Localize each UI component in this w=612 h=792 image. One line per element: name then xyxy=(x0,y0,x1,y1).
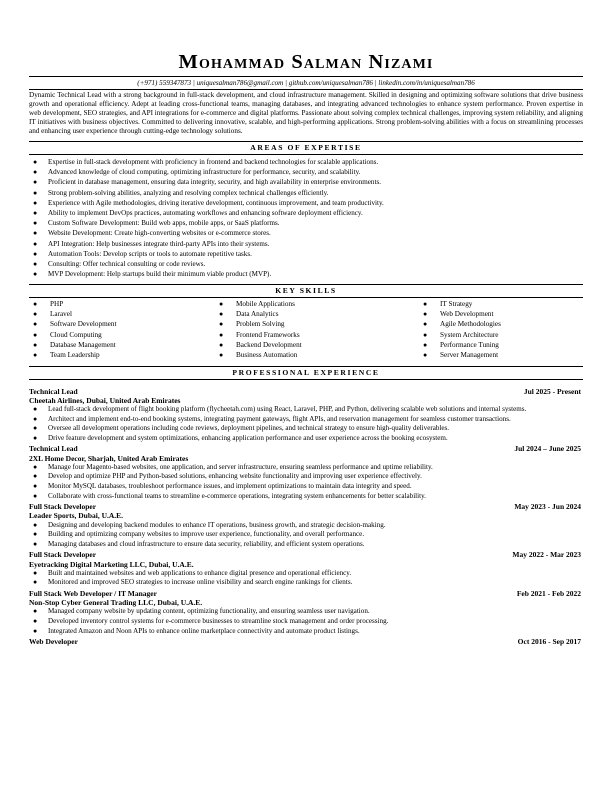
skill-item xyxy=(29,309,215,319)
bullet-text: System Architecture xyxy=(440,330,499,339)
expertise-item xyxy=(29,157,583,167)
bullet-icon: ● xyxy=(33,260,38,268)
job-bullet xyxy=(29,415,583,425)
job-title: Full Stack Developer xyxy=(29,550,97,560)
bullet-text: Built and maintained websites and web applications to enhance digital presence and operational efficiency. xyxy=(48,568,352,577)
job-company: Non-Stop Cyber General Trading LLC, Dubai, U.A.E. xyxy=(29,598,203,608)
bullet-icon: ● xyxy=(423,340,428,349)
bullet-text: Website Development: Create high-converting websites or e-commerce stores. xyxy=(48,229,271,238)
job-dates: Feb 2021 - Feb 2022 xyxy=(516,588,581,598)
job-bullet xyxy=(29,405,583,415)
bullet-text: Consulting: Offer technical consulting or code reviews. xyxy=(48,260,206,268)
skill-item xyxy=(29,340,215,350)
skill-item xyxy=(29,299,215,309)
job-bullet xyxy=(29,424,583,434)
section-heading-expertise: AREAS OF EXPERTISE xyxy=(29,141,583,155)
expertise-item xyxy=(29,269,583,279)
bullet-icon: ● xyxy=(33,239,38,248)
job-entry xyxy=(29,637,583,646)
bullet-text: Advanced knowledge of cloud computing, optimizing infrastructure for performance, security, and scalability. xyxy=(48,168,361,177)
skill-item xyxy=(419,309,549,319)
bullet-text: Data Analytics xyxy=(236,310,279,319)
bullet-icon: ● xyxy=(423,350,428,359)
job-bullet xyxy=(29,569,583,579)
job-bullet xyxy=(29,521,583,531)
job-company: Eyetracking Digital Marketing LLC, Dubai, U.A.E. xyxy=(29,559,194,569)
bullet-text: Software Development xyxy=(50,320,117,329)
bullet-icon: ● xyxy=(33,616,38,625)
job-dates: May 2023 - Jun 2024 xyxy=(514,502,581,512)
bullet-icon: ● xyxy=(33,491,38,500)
expertise-item xyxy=(29,188,583,198)
expertise-item xyxy=(29,218,583,228)
expertise-item xyxy=(29,228,583,238)
bullet-text: Architect and implement end-to-end booking systems, integrating payment gateways, flight APIs, and reservation management for seamless customer transactions. xyxy=(48,414,511,423)
job-dates: Jul 2024 – June 2025 xyxy=(514,444,581,454)
job-bullet xyxy=(29,492,583,502)
contact-line: (+971) 559347873 | uniquesalman786@gmail.com | github.com/uniquesalman786 | linkedin.com/in/uniquesalman786 xyxy=(137,79,475,87)
bullet-text: Strong problem-solving abilities, analyzing and resolving complex technical challenges efficiently. xyxy=(48,188,329,197)
bullet-text: Developed inventory control systems for e-commerce businesses to streamline stock management and order processing. xyxy=(48,616,389,625)
bullet-text: Cloud Computing xyxy=(50,330,102,339)
bullet-text: API Integration: Help businesses integrate third-party APIs into their systems. xyxy=(48,239,270,248)
bullet-text: Backend Development xyxy=(236,340,302,349)
bullet-text: Drive feature development and system optimizations, enhancing application performance and user experience across the booking ecosystem. xyxy=(48,433,448,442)
expertise-item xyxy=(29,177,583,187)
bullet-icon: ● xyxy=(33,472,38,481)
job-bullet xyxy=(29,472,583,482)
bullet-text: Managed company website by updating content, optimizing functionality, and ensuring seamless user navigation. xyxy=(48,607,370,616)
name-divider xyxy=(29,76,583,77)
bullet-icon: ● xyxy=(33,482,38,490)
bullet-text: Oversee all development operations including code reviews, deployment pipelines, and technical strategy to ensure high-quality deliverables. xyxy=(48,424,450,433)
expertise-item xyxy=(29,208,583,218)
bullet-icon: ● xyxy=(423,320,428,329)
job-header xyxy=(29,444,583,453)
skill-item xyxy=(215,340,419,350)
section-heading-skills: KEY SKILLS xyxy=(29,284,583,298)
skill-item xyxy=(419,299,549,309)
bullet-text: Managing databases and cloud infrastructure to ensure data security, reliability, and efficient system operations. xyxy=(48,539,365,548)
bullet-icon: ● xyxy=(33,539,38,548)
job-bullets xyxy=(29,405,583,443)
experience-list xyxy=(29,387,583,647)
bullet-text: Expertise in full-stack development with proficiency in frontend and backend technologies for scalable applications. xyxy=(48,157,379,166)
job-bullets xyxy=(29,521,583,550)
skill-item xyxy=(215,299,419,309)
skill-item xyxy=(29,319,215,329)
job-company: 2XL Home Decor, Sharjah, United Arab Emirates xyxy=(29,453,189,463)
job-title: Technical Lead xyxy=(29,386,78,396)
bullet-icon: ● xyxy=(219,330,224,339)
job-header xyxy=(29,502,583,511)
job-entry xyxy=(29,387,583,444)
bullet-text: Problem Solving xyxy=(236,320,285,329)
bullet-text: Monitor MySQL databases, troubleshoot performance issues, and implement optimizations to maintain data integrity and speed. xyxy=(48,482,412,490)
bullet-text: Proficient in database management, ensuring data integrity, security, and high availability in enterprise environments. xyxy=(48,178,381,187)
skill-item xyxy=(215,350,419,360)
bullet-icon: ● xyxy=(219,299,224,308)
bullet-text: Web Development xyxy=(440,310,494,319)
bullet-text: Designing and developing backend modules to enhance IT operations, business growth, and strategic decision-making. xyxy=(48,520,386,529)
bullet-text: Building and optimizing company websites to improve user experience, functionality, and overall performance. xyxy=(48,530,365,539)
skill-item xyxy=(29,330,215,340)
candidate-name: Mohammad Salman Nizami xyxy=(178,51,434,73)
skills-column-1 xyxy=(29,299,215,360)
bullet-icon: ● xyxy=(219,320,224,329)
job-bullets xyxy=(29,569,583,588)
bullet-icon: ● xyxy=(33,405,38,414)
bullet-icon: ● xyxy=(33,178,38,187)
job-company: Cheetah Airlines, Dubai, United Arab Emirates xyxy=(29,395,181,405)
bullet-text: Collaborate with cross-functional teams to streamline e-commerce operations, integrating system enhancements for better scalability. xyxy=(48,491,426,500)
bullet-text: Develop and optimize PHP and Python-based solutions, enhancing website functionality and improving user experience effectively. xyxy=(48,472,422,481)
bullet-icon: ● xyxy=(423,310,428,319)
bullet-text: Team Leadership xyxy=(50,350,100,359)
job-title: Full Stack Developer xyxy=(29,502,97,512)
skills-column-3 xyxy=(419,299,549,360)
bullet-icon: ● xyxy=(219,310,224,319)
bullet-icon: ● xyxy=(33,219,38,228)
job-bullet xyxy=(29,434,583,444)
bullet-icon: ● xyxy=(423,330,428,339)
skill-item xyxy=(215,330,419,340)
bullet-icon: ● xyxy=(33,462,38,471)
bullet-icon: ● xyxy=(33,299,38,308)
bullet-icon: ● xyxy=(33,188,38,197)
bullet-icon: ● xyxy=(33,433,38,442)
job-title: Technical Lead xyxy=(29,444,78,454)
job-bullet xyxy=(29,530,583,540)
expertise-item xyxy=(29,249,583,259)
bullet-icon: ● xyxy=(33,578,38,587)
skill-item xyxy=(419,350,549,360)
job-entry xyxy=(29,502,583,549)
bullet-text: Automation Tools: Develop scripts or tools to automate repetitive tasks. xyxy=(48,249,252,258)
bullet-icon: ● xyxy=(33,568,38,577)
bullet-icon: ● xyxy=(33,249,38,258)
bullet-icon: ● xyxy=(33,520,38,529)
job-header xyxy=(29,550,583,559)
job-header xyxy=(29,637,583,646)
bullet-icon: ● xyxy=(33,208,38,217)
bullet-icon: ● xyxy=(33,530,38,539)
bullet-icon: ● xyxy=(33,198,38,207)
bullet-icon: ● xyxy=(33,168,38,177)
job-title: Web Developer xyxy=(29,637,78,647)
skill-item xyxy=(29,350,215,360)
job-title: Full Stack Web Developer / IT Manager xyxy=(29,588,157,598)
bullet-text: Custom Software Development: Build web apps, mobile apps, or SaaS platforms. xyxy=(48,219,280,228)
bullet-icon: ● xyxy=(33,330,38,339)
skill-item xyxy=(215,309,419,319)
bullet-text: Integrated Amazon and Noon APIs to enhance online marketplace connectivity and automate product listings. xyxy=(48,626,360,635)
job-dates: Oct 2016 - Sep 2017 xyxy=(517,637,581,647)
bullet-icon: ● xyxy=(33,270,38,279)
expertise-list xyxy=(29,157,583,279)
professional-summary: Dynamic Technical Lead with a strong background in full-stack development, and cloud infrastructure management. Skilled in designing and optimizing software solutions that drive business growth and operational efficiency. Adept at leading cross-functional teams, managing databases, and integrating advanced technologies to enhance system performance. Proven expertise in web development, SEO strategies, and API integrations for e-commerce and digital platforms. Passionate about solving complex technical challenges, improving system reliability, and aligning IT initiatives with business objectives. Committed to delivering innovative, scalable, and high-performing applications. Strong problem-solving abilities with a focus on streamlining processes and enhancing user experience through cutting-edge technology solutions. xyxy=(29,91,583,136)
job-entry xyxy=(29,550,583,588)
job-header xyxy=(29,387,583,396)
bullet-icon: ● xyxy=(33,320,38,329)
skills-grid xyxy=(29,299,583,360)
bullet-icon: ● xyxy=(33,626,38,635)
job-bullet xyxy=(29,482,583,492)
bullet-icon: ● xyxy=(33,157,38,166)
job-bullet xyxy=(29,463,583,473)
bullet-icon: ● xyxy=(33,229,38,238)
bullet-icon: ● xyxy=(33,350,38,359)
bullet-text: Laravel xyxy=(50,310,72,319)
expertise-item xyxy=(29,259,583,269)
job-entry xyxy=(29,444,583,501)
bullet-text: Frontend Frameworks xyxy=(236,330,300,339)
job-dates: Jul 2025 - Present xyxy=(523,386,581,396)
bullet-text: Mobile Applications xyxy=(236,299,295,308)
job-bullet xyxy=(29,578,583,588)
contact-divider xyxy=(29,89,583,90)
bullet-icon: ● xyxy=(33,340,38,349)
section-heading-experience: PROFESSIONAL EXPERIENCE xyxy=(29,366,583,380)
bullet-text: Lead full-stack development of flight booking platform (flycheetah.com) using React, Laravel, PHP, and Python, delivering scalable web solutions and internal systems. xyxy=(48,405,527,414)
bullet-icon: ● xyxy=(33,414,38,423)
job-header xyxy=(29,589,583,598)
skill-item xyxy=(419,319,549,329)
job-bullets xyxy=(29,463,583,501)
expertise-item xyxy=(29,198,583,208)
job-bullet xyxy=(29,617,583,627)
job-bullet xyxy=(29,540,583,550)
bullet-text: MVP Development: Help startups build their minimum viable product (MVP). xyxy=(48,270,272,279)
job-company: Leader Sports, Dubai, U.A.E. xyxy=(29,511,124,521)
bullet-text: Monitored and improved SEO strategies to increase online visibility and search engine rankings for clients. xyxy=(48,578,353,587)
skill-item xyxy=(215,319,419,329)
bullet-icon: ● xyxy=(33,424,38,433)
job-bullets xyxy=(29,607,583,636)
bullet-text: Manage four Magento-based websites, one application, and server infrastructure, ensuring seamless performance and uptime reliability. xyxy=(48,462,433,471)
skills-column-2 xyxy=(215,299,419,360)
bullet-icon: ● xyxy=(33,310,38,319)
job-bullet xyxy=(29,607,583,617)
bullet-icon: ● xyxy=(33,607,38,616)
skill-item xyxy=(419,330,549,340)
bullet-icon: ● xyxy=(219,340,224,349)
bullet-icon: ● xyxy=(423,299,428,308)
job-bullet xyxy=(29,627,583,637)
bullet-text: Experience with Agile methodologies, driving iterative development, continuous improvement, and team productivity. xyxy=(48,198,384,207)
bullet-icon: ● xyxy=(219,350,224,359)
bullet-text: PHP xyxy=(50,299,64,308)
expertise-item xyxy=(29,167,583,177)
bullet-text: IT Strategy xyxy=(440,299,473,308)
bullet-text: Agile Methodologies xyxy=(440,320,501,329)
expertise-item xyxy=(29,239,583,249)
job-dates: May 2022 - Mar 2023 xyxy=(512,550,581,560)
bullet-text: Business Automation xyxy=(236,350,298,359)
job-entry xyxy=(29,589,583,636)
bullet-text: Database Management xyxy=(50,340,116,349)
skill-item xyxy=(419,340,549,350)
bullet-text: Ability to implement DevOps practices, automating workflows and enhancing software deployment efficiency. xyxy=(48,208,363,217)
bullet-text: Server Management xyxy=(440,350,499,359)
bullet-text: Performance Tuning xyxy=(440,340,499,349)
